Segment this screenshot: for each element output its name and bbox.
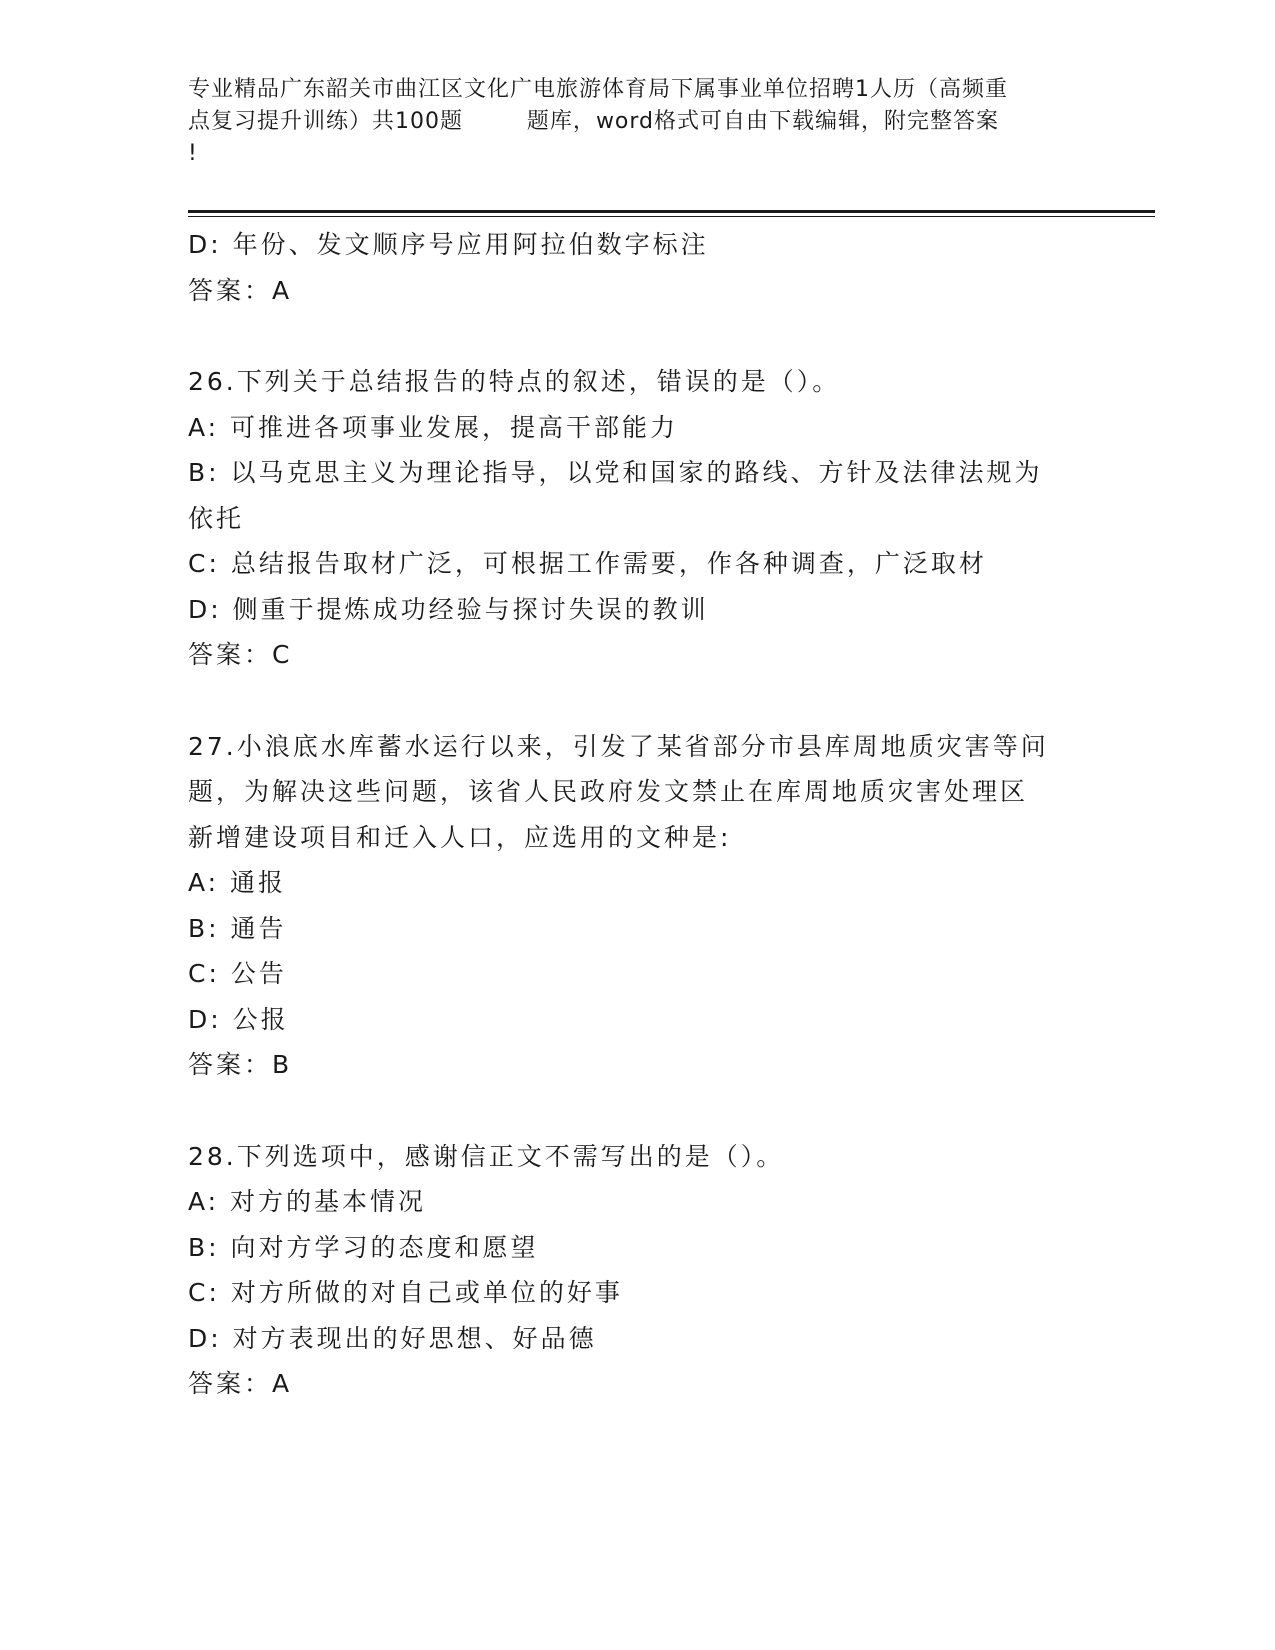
header-line-1: 专业精品广东韶关市曲江区文化广电旅游体育局下属事业单位招聘1人历（高频重 <box>188 77 1008 102</box>
header-line-2: 点复习提升训练）共100题 题库，word格式可自由下载编辑，附完整答案 <box>188 109 1000 134</box>
question-stem: 27.小浪底水库蓄水运行以来，引发了某省部分市县库周地质灾害等问 <box>188 731 1049 761</box>
option-d: D: 公报 <box>188 1004 289 1034</box>
option-a: A: 通报 <box>188 868 287 897</box>
question-27 <box>188 724 1088 1088</box>
option-b: B: 通告 <box>188 913 287 943</box>
option-c: C: 对方所做的对自己或单位的好事 <box>188 1278 623 1307</box>
header-divider-thin <box>188 216 1155 217</box>
header-divider-thick <box>188 210 1155 213</box>
question-list <box>188 222 1088 1407</box>
option-c: C: 公告 <box>188 959 287 988</box>
option-d: D: 对方表现出的好思想、好品德 <box>188 1323 597 1353</box>
option-b: B: 以马克思主义为理论指导，以党和国家的路线、方针及法律法规为 <box>188 458 1043 487</box>
option-b-continued: 依托 <box>188 503 245 533</box>
option-a: A: 可推进各项事业发展，提高干部能力 <box>188 412 679 442</box>
question-26 <box>188 359 1088 678</box>
question-stem: 26.下列关于总结报告的特点的叙述，错误的是（）。 <box>188 367 841 396</box>
answer: 答案：C <box>188 640 293 669</box>
option-d: D: 年份、发文顺序号应用阿拉伯数字标注 <box>188 230 709 259</box>
question-stem: 28.下列选项中，感谢信正文不需写出的是（）。 <box>188 1141 785 1171</box>
spacer <box>188 1088 1088 1134</box>
spacer <box>188 313 1088 359</box>
answer: 答案：A <box>188 275 293 305</box>
question-28 <box>188 1134 1088 1407</box>
spacer <box>188 678 1088 724</box>
question-25-tail <box>188 222 1088 313</box>
answer: 答案：B <box>188 1050 293 1079</box>
option-c: C: 总结报告取材广泛，可根据工作需要，作各种调查，广泛取材 <box>188 549 987 578</box>
option-d: D: 侧重于提炼成功经验与探讨失误的教训 <box>188 594 709 624</box>
header-line-3: ! <box>188 141 198 166</box>
document-header <box>188 74 1088 170</box>
option-a: A: 对方的基本情况 <box>188 1187 427 1216</box>
question-stem-continued: 题，为解决这些问题，该省人民政府发文禁止在库周地质灾害处理区 <box>188 777 1029 806</box>
option-b: B: 向对方学习的态度和愿望 <box>188 1232 539 1262</box>
question-stem-continued: 新增建设项目和迁入人口，应选用的文种是: <box>188 822 732 852</box>
answer: 答案：A <box>188 1369 293 1398</box>
